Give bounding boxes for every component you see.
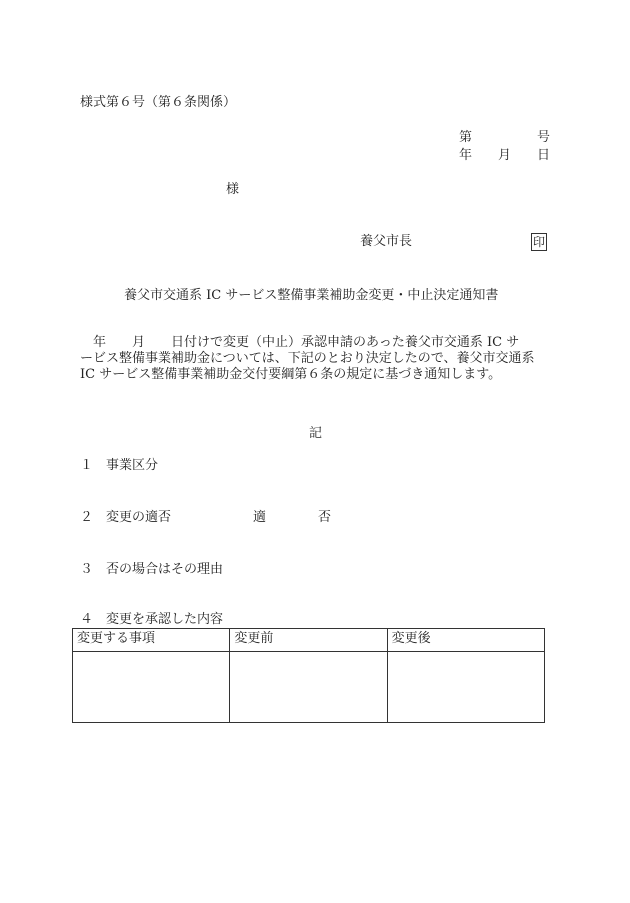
item-business-category: １ 事業区分	[80, 458, 159, 473]
approval-option-yes: 適	[253, 510, 267, 525]
table-header-row	[73, 629, 545, 652]
changes-table	[72, 628, 545, 723]
seal-box: 印	[532, 235, 545, 249]
notice-body-line: IC サービス整備事業補助金交付要綱第６条の規定に基づき通知します。	[80, 367, 502, 382]
ki-heading: 記	[309, 426, 323, 441]
date-line: 年 月 日	[459, 148, 551, 163]
notice-body-line: ービス整備事業補助金については、下記のとおり決定したので、養父市交通系	[80, 351, 535, 366]
table-cell	[230, 652, 387, 723]
item-rejection-reason: ３ 否の場合はその理由	[80, 562, 224, 577]
notice-body-line: 年 月 日付けで変更（中止）承認申請のあった養父市交通系 IC サ	[80, 335, 520, 350]
table-header-cell: 変更後	[387, 629, 544, 652]
issuer-title: 養父市長	[360, 234, 413, 249]
table-cell	[73, 652, 230, 723]
table-cell	[387, 652, 544, 723]
table-header-cell: 変更する事項	[73, 629, 230, 652]
item-approved-content: ４ 変更を承認した内容	[80, 612, 224, 627]
document-title: 養父市交通系 IC サービス整備事業補助金変更・中止決定通知書	[124, 288, 499, 303]
table-row	[73, 652, 545, 723]
approval-option-no: 否	[318, 510, 332, 525]
form-number: 様式第６号（第６条関係）	[80, 95, 237, 110]
notice-body	[80, 335, 556, 383]
document-number-line: 第 号	[459, 130, 551, 145]
addressee-suffix: 様	[226, 182, 240, 197]
item-change-approval: ２ 変更の適否	[80, 510, 172, 525]
table-header-cell: 変更前	[230, 629, 387, 652]
